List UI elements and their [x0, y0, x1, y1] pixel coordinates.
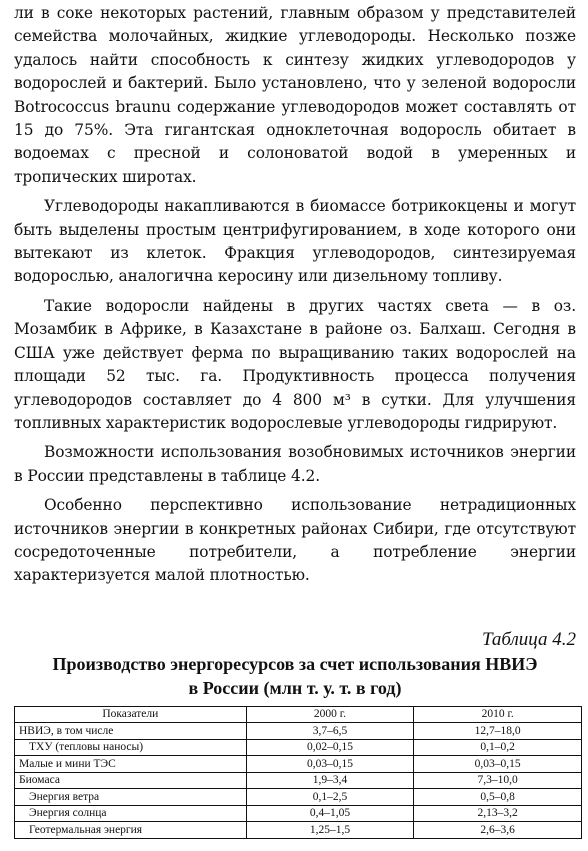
table-title [14, 652, 576, 700]
paragraph-5: Особенно перспективно использование нетрадиционных источников энергии в конкретных районах Сибири, где отсутствуют сосредоточенные потребители, а потребление энергии характеризуется малой плотностью. [14, 496, 576, 585]
row-label: Биомаса [15, 772, 247, 789]
row-label: Энергия солнца [15, 805, 247, 822]
table-row [15, 772, 582, 789]
row-value-2010: 0,03–0,15 [414, 756, 582, 773]
paragraph-3: Такие водоросли найдены в других частях света — в оз. Мозамбик в Африке, в Казахстане в районе оз. Балхаш. Сегодня в США уже действует ферма по выращиванию таких водорослей на площади 52 тыс. га. Продуктивность процесса получения углеводородов составляет до 4 800 м³ в сутки. Для улучшения топливных характеристик водорослевые углеводороды гидрируют. [14, 296, 576, 432]
table-caption: Таблица 4.2 [482, 628, 576, 650]
header-2010: 2010 г. [414, 706, 582, 723]
row-value-2010: 2,13–3,2 [414, 805, 582, 822]
table-row [15, 723, 582, 740]
row-label: Геотермальная энергия [15, 822, 247, 839]
table-row [15, 789, 582, 806]
row-value-2010: 2,6–3,6 [414, 822, 582, 839]
row-value-2010: 12,7–18,0 [414, 723, 582, 740]
row-label: НВИЭ, в том числе [15, 723, 247, 740]
body-text [14, 2, 576, 588]
row-value-2000: 0,03–0,15 [246, 756, 414, 773]
table-row [15, 822, 582, 839]
table-title-line1: Производство энергоресурсов за счет использования НВИЭ [52, 653, 538, 674]
row-value-2000: 0,4–1,05 [246, 805, 414, 822]
header-2000: 2000 г. [246, 706, 414, 723]
row-value-2000: 1,9–3,4 [246, 772, 414, 789]
table-title-line2: в России (млн т. у. т. в год) [188, 677, 402, 698]
paragraph-1: ли в соке некоторых растений, главным образом у представителей семейства молочайных, жидкие углеводороды. Несколько позже удалось найти способность к синтезу жидких углеводородов у водорослей и бактерий. Было установлено, что у зеленой водоросли Botrococcus braunu содержание углеводородов может составлять от 15 до 75%. Эта гигантская одноклеточная водоросль обитает в водоемах с пресной и солоноватой водой в умеренных и тропических широтах. [14, 4, 576, 186]
table-header-row [15, 706, 582, 723]
energy-table [14, 706, 582, 839]
row-value-2000: 1,25–1,5 [246, 822, 414, 839]
table-row [15, 756, 582, 773]
row-label: Малые и мини ТЭС [15, 756, 247, 773]
row-value-2010: 0,1–0,2 [414, 739, 582, 756]
header-indicator: Показатели [15, 706, 247, 723]
row-value-2010: 0,5–0,8 [414, 789, 582, 806]
table-row [15, 805, 582, 822]
row-value-2000: 3,7–6,5 [246, 723, 414, 740]
row-value-2000: 0,02–0,15 [246, 739, 414, 756]
row-value-2000: 0,1–2,5 [246, 789, 414, 806]
table-row [15, 739, 582, 756]
row-label: Энергия ветра [15, 789, 247, 806]
paragraph-4: Возможности использования возобновимых источников энергии в России представлены в таблице 4.2. [14, 443, 576, 485]
row-value-2010: 7,3–10,0 [414, 772, 582, 789]
paragraph-2: Углеводороды накапливаются в биомассе ботрикокцены и могут быть выделены простым центрифугированием, в ходе которого они вытекают из клеток. Фракция углеводородов, синтезируемая водорослью, аналогична керосину или дизельному топливу. [14, 197, 576, 286]
row-label: ТХУ (тепловы наносы) [15, 739, 247, 756]
